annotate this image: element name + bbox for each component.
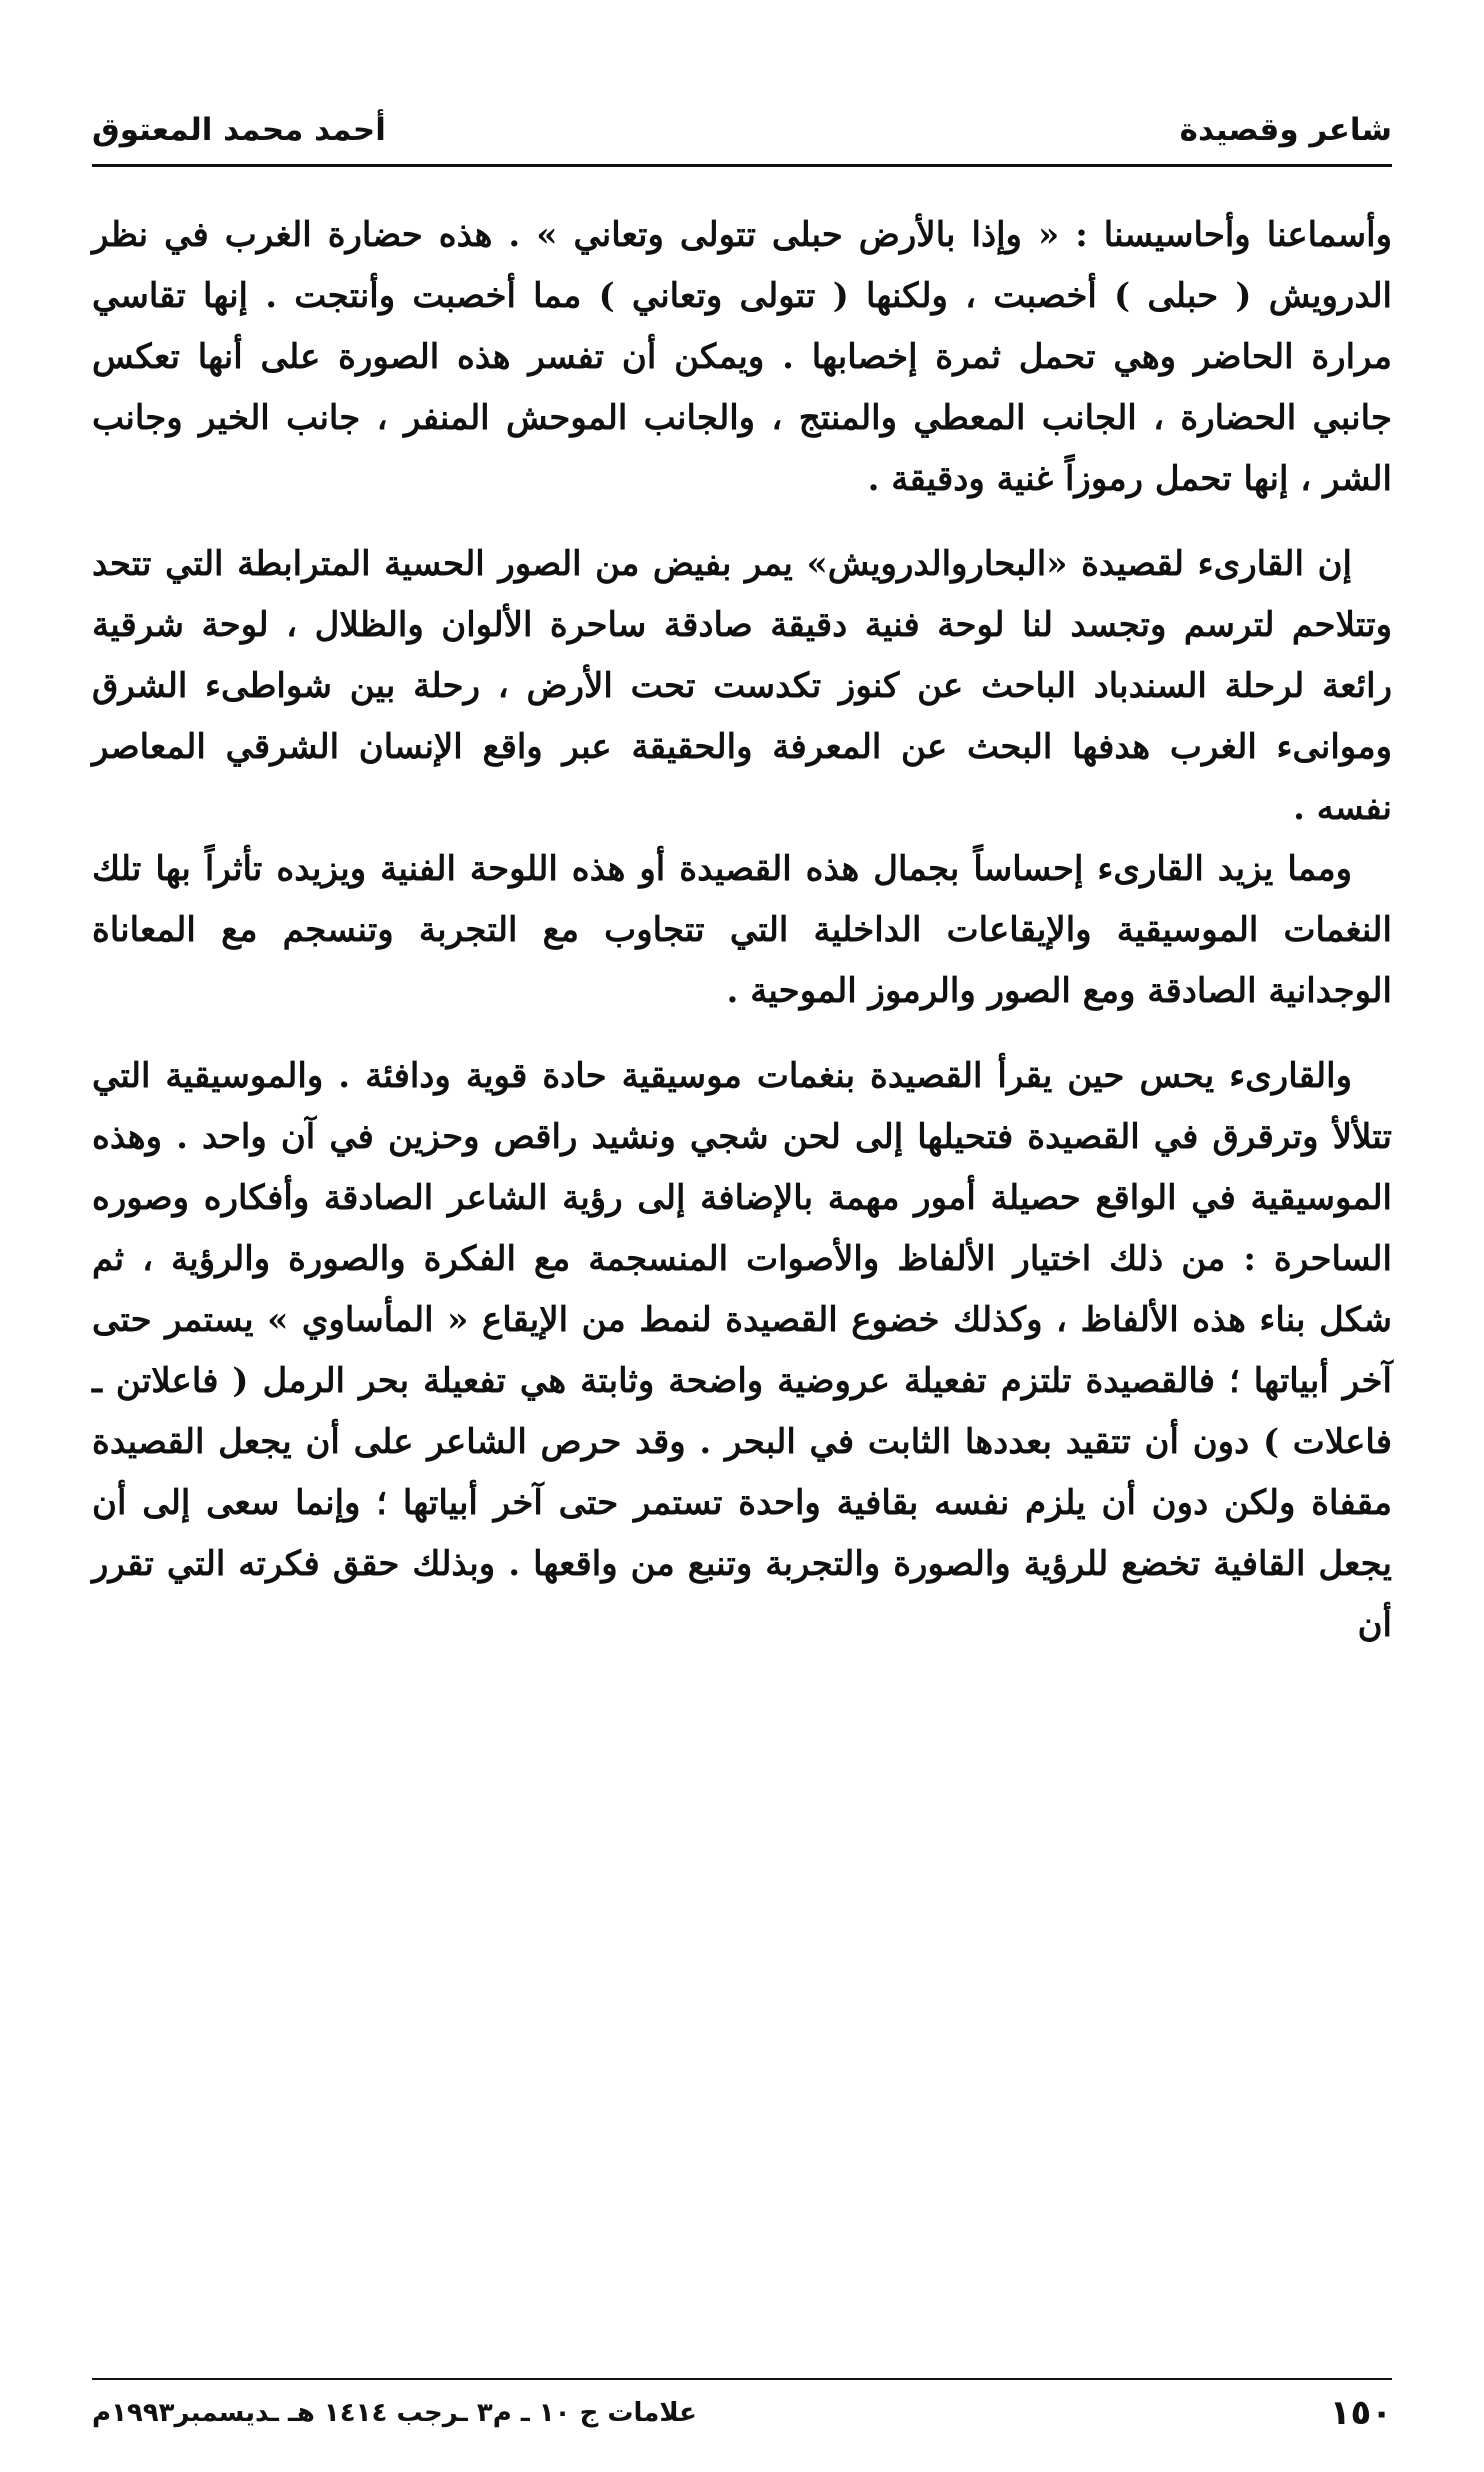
article-body (92, 205, 1392, 1656)
page-number: ١٥٠ (1329, 2393, 1392, 2433)
running-head (92, 98, 1392, 148)
journal-info: علامات ج ١٠ ـ م٣ ـرجب ١٤١٤ هـ ـديسمبر١٩٩٣م (92, 2398, 697, 2428)
footer-rule (92, 2378, 1392, 2380)
section-title: شاعر وقصيدة (1179, 112, 1392, 148)
page-footer (92, 2388, 1392, 2438)
paragraph-4: والقارىء يحس حين يقرأ القصيدة بنغمات موسيقية حادة قوية ودافئة . والموسيقية التي تتلألأ وترقرق في القصيدة فتحيلها إلى لحن شجي ونشيد راقص وحزين في آن واحد . وهذه الموسيقية في الواقع حصيلة أمور مهمة بالإضافة إلى رؤية الشاعر الصادقة وأفكاره وصوره الساحرة : من ذلك اختيار الألفاظ والأصوات المنسجمة مع الفكرة والصورة والرؤية ، ثم شكل بناء هذه الألفاظ ، وكذلك خضوع القصيدة لنمط من الإيقاع « المأساوي » يستمر حتى آخر أبياتها ؛ فالقصيدة تلتزم تفعيلة عروضية واضحة وثابتة هي تفعيلة بحر الرمل ( فاعلاتن ـ فاعلات ) دون أن تتقيد بعددها الثابت في البحر . وقد حرص الشاعر على أن يجعل القصيدة مقفاة ولكن دون أن يلزم نفسه بقافية واحدة تستمر حتى آخر أبياتها ؛ وإنما سعى إلى أن يجعل القافية تخضع للرؤية والصورة والتجربة وتنبع من واقعها . وبذلك حقق فكرته التي تقرر أن (92, 1056, 1392, 1645)
paragraph-2: إن القارىء لقصيدة «البحاروالدرويش» يمر بفيض من الصور الحسية المترابطة التي تتحد وتتلاحم لترسم وتجسد لنا لوحة فنية دقيقة صادقة ساحرة الألوان والظلال ، لوحة شرقية رائعة لرحلة السندباد الباحث عن كنوز تكدست تحت الأرض ، رحلة بين شواطىء الشرق وموانىء الغرب هدفها البحث عن المعرفة والحقيقة عبر واقع الإنسان الشرقي المعاصر نفسه . (92, 544, 1392, 828)
paragraph-3: ومما يزيد القارىء إحساساً بجمال هذه القصيدة أو هذه اللوحة الفنية ويزيده تأثراً بها تلك النغمات الموسيقية والإيقاعات الداخلية التي تتجاوب مع التجربة وتنسجم مع المعاناة الوجدانية الصادقة ومع الصور والرموز الموحية . (92, 849, 1392, 1011)
author-name: أحمد محمد المعتوق (92, 112, 386, 148)
paragraph-1: وأسماعنا وأحاسيسنا : « وإذا بالأرض حبلى تتولى وتعاني » . هذه حضارة الغرب في نظر الدرويش ( حبلى ) أخصبت ، ولكنها ( تتولى وتعاني ) مما أخصبت وأنتجت . إنها تقاسي مرارة الحاضر وهي تحمل ثمرة إخصابها . ويمكن أن تفسر هذه الصورة على أنها تعكس جانبي الحضارة ، الجانب المعطي والمنتج ، والجانب الموحش المنفر ، جانب الخير وجانب الشر ، إنها تحمل رموزاً غنية ودقيقة . (92, 215, 1392, 499)
header-rule (92, 164, 1392, 167)
